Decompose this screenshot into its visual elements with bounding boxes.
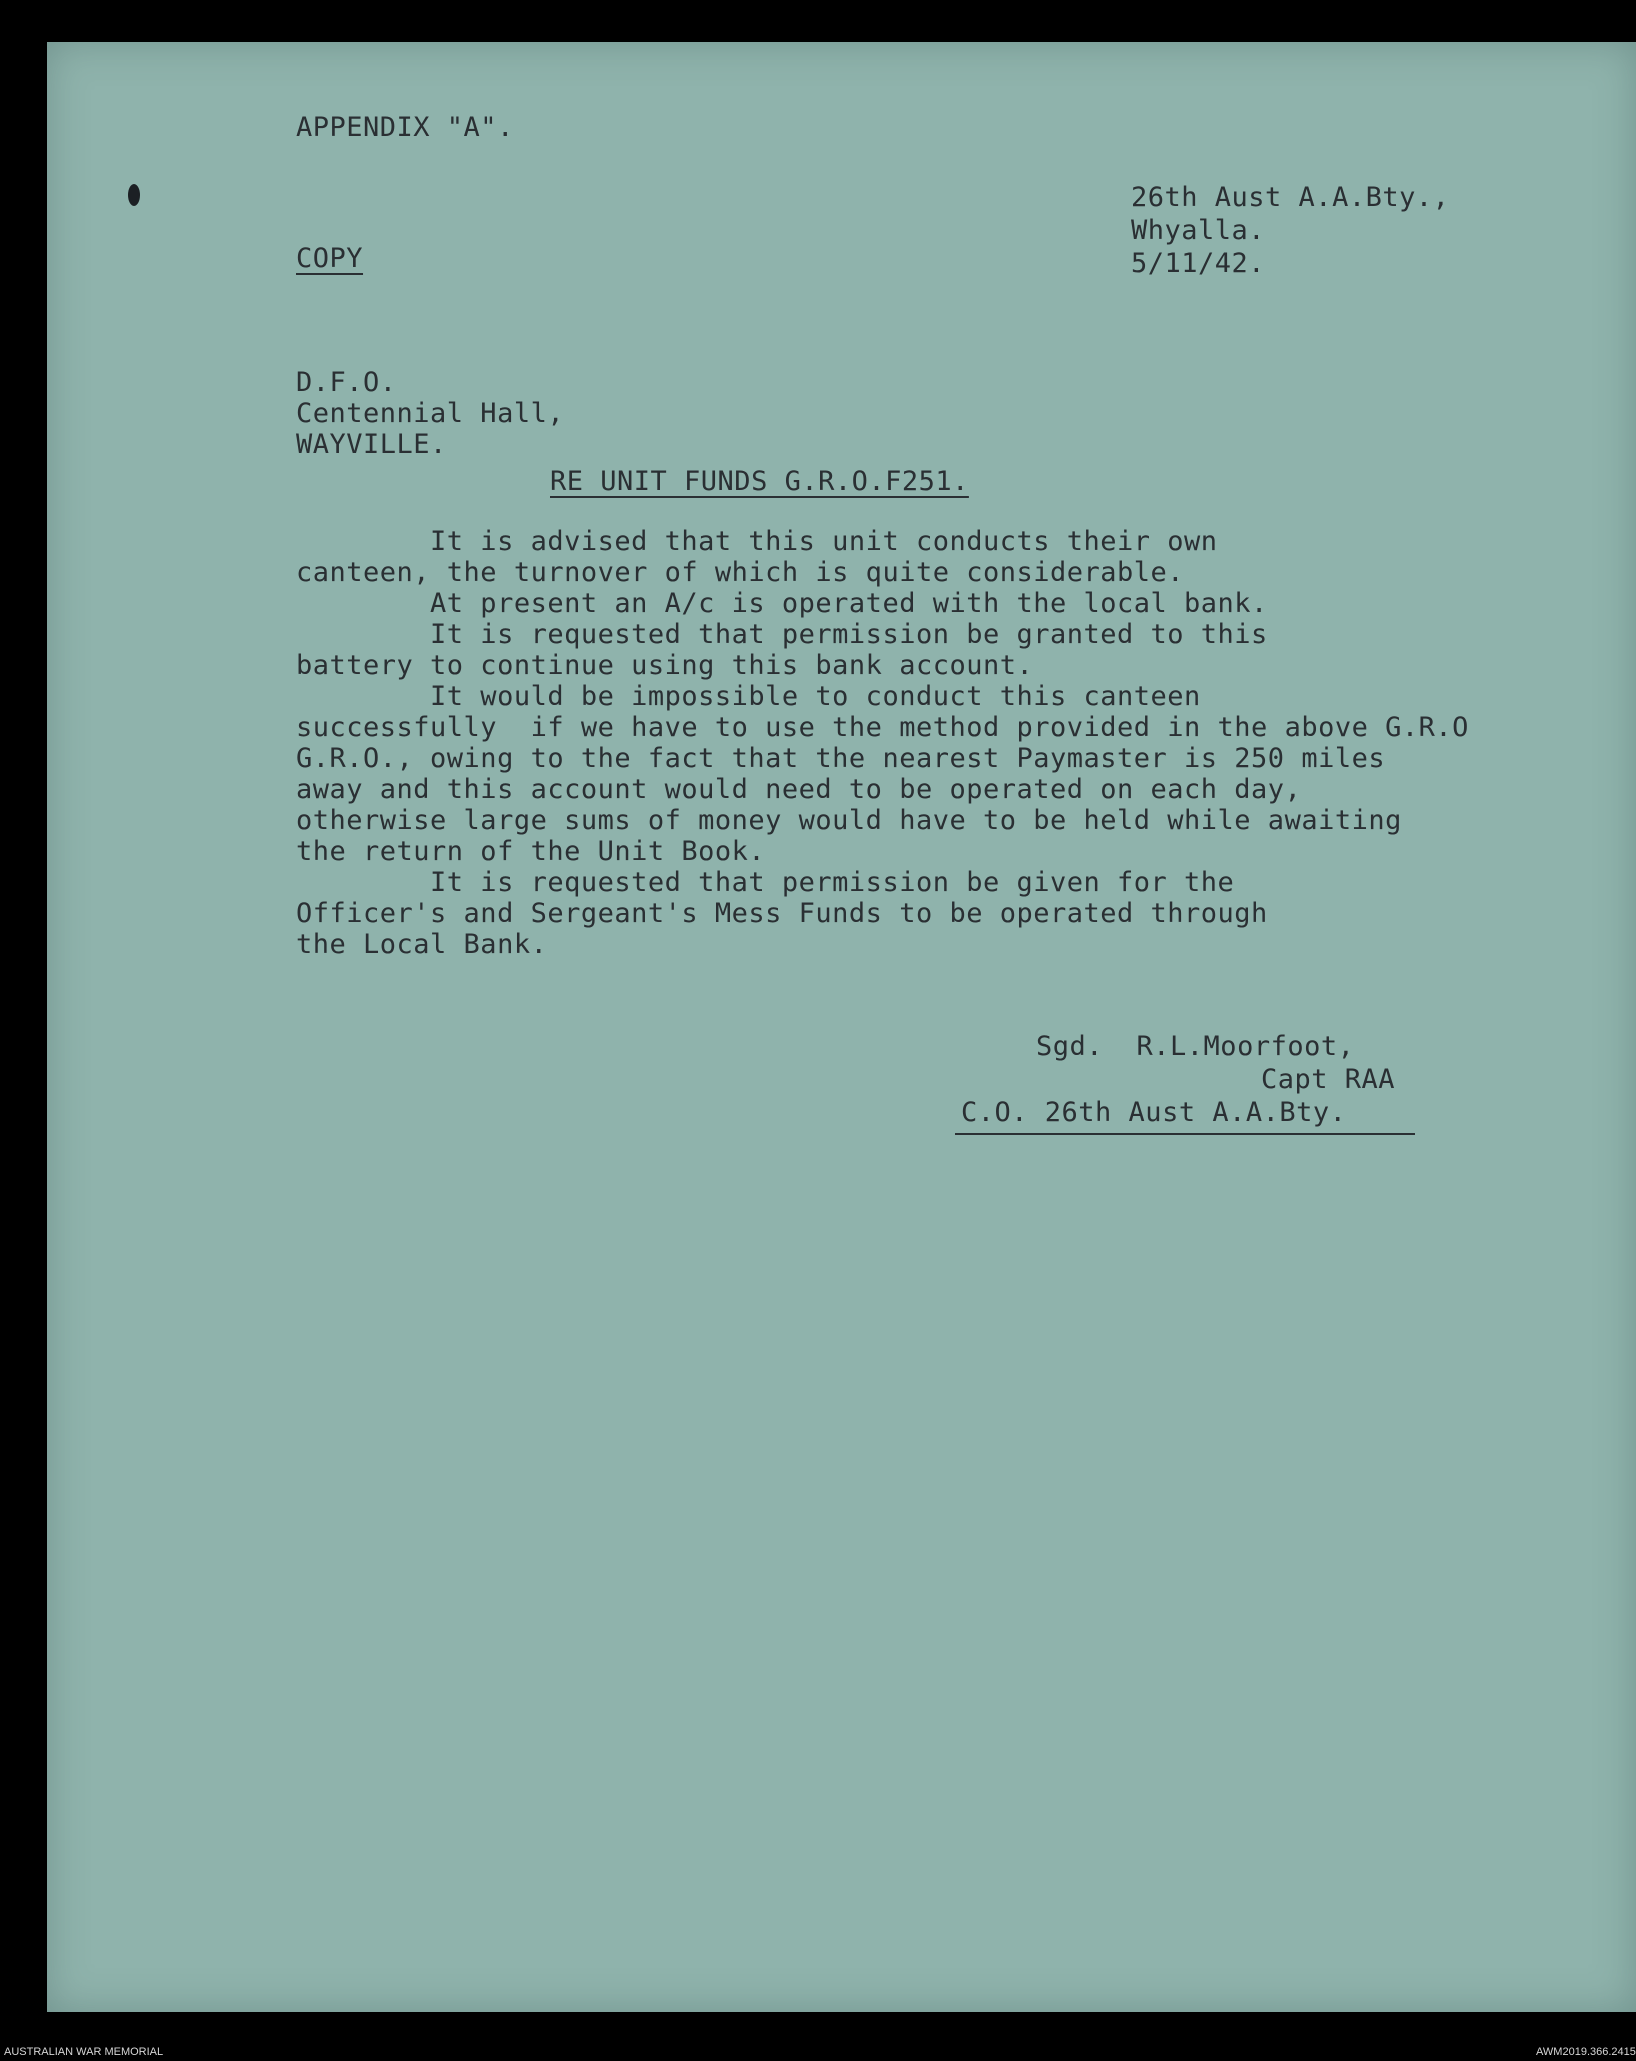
body-line: otherwise large sums of money would have to be held while awaiting	[296, 805, 1402, 836]
signature-name: Sgd. R.L.Moorfoot,	[1036, 1031, 1355, 1062]
recipient-city: WAYVILLE.	[296, 429, 447, 460]
recipient-title: D.F.O.	[296, 367, 397, 398]
signature-position: C.O. 26th Aust A.A.Bty.	[961, 1097, 1347, 1128]
body-line: battery to continue using this bank account.	[296, 650, 1034, 681]
body-line: Officer's and Sergeant's Mess Funds to be operated through	[296, 898, 1268, 929]
body-line: the return of the Unit Book.	[296, 836, 766, 867]
body-line: It is requested that permission be given for the	[296, 867, 1235, 898]
copy-label: COPY	[296, 243, 364, 274]
body-line: At present an A/c is operated with the local bank.	[296, 588, 1268, 619]
paper-sheet	[47, 42, 1636, 2012]
punch-hole-mark	[128, 184, 140, 206]
footer-institution: AUSTRALIAN WAR MEMORIAL	[4, 2046, 164, 2058]
letter-date: 5/11/42.	[1131, 248, 1266, 279]
body-line: It is requested that permission be granted to this	[296, 619, 1268, 650]
body-line: It would be impossible to conduct this canteen	[296, 681, 1201, 712]
body-line: canteen, the turnover of which is quite considerable.	[296, 557, 1185, 588]
body-line: away and this account would need to be operated on each day,	[296, 774, 1302, 805]
footer-accession-number: AWM2019.366.2415	[1536, 2046, 1636, 2058]
sender-unit: 26th Aust A.A.Bty.,	[1131, 182, 1450, 213]
recipient-address: Centennial Hall,	[296, 398, 565, 429]
signature-rank: Capt RAA	[1261, 1064, 1396, 1095]
body-line: the Local Bank.	[296, 929, 548, 960]
body-line: G.R.O., owing to the fact that the nearest Paymaster is 250 miles	[296, 743, 1386, 774]
subject-line: RE UNIT FUNDS G.R.O.F251.	[550, 466, 969, 497]
signature-underline	[955, 1133, 1415, 1135]
body-line: successfully if we have to use the method provided in the above G.R.O	[296, 712, 1469, 743]
body-line: It is advised that this unit conducts their own	[296, 526, 1218, 557]
appendix-heading: APPENDIX "A".	[296, 112, 514, 143]
sender-location: Whyalla.	[1131, 215, 1266, 246]
